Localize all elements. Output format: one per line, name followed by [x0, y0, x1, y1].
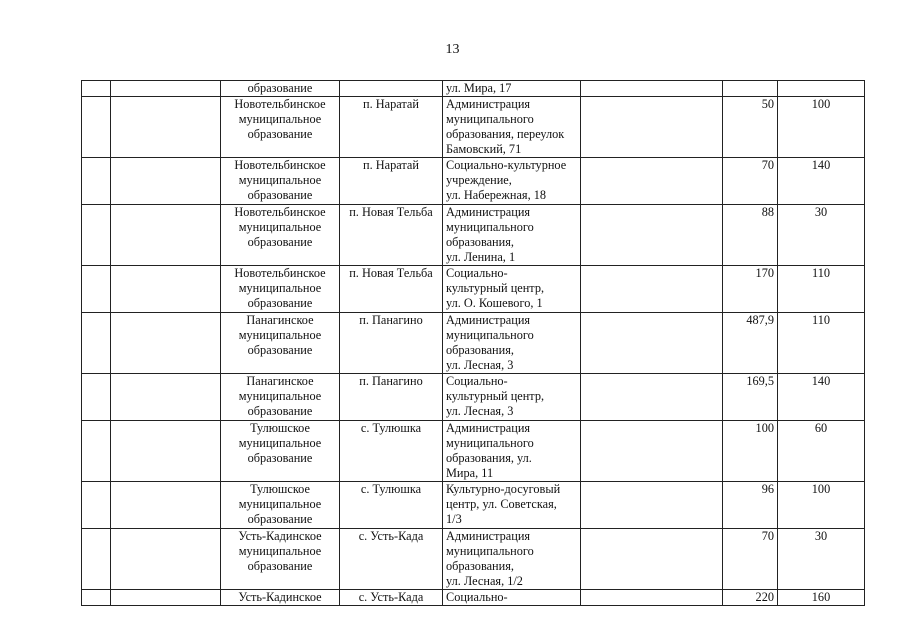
cell-organization: Новотельбинское муниципальное образование [221, 158, 340, 205]
cell-blank [581, 266, 723, 313]
cell-blank [111, 205, 221, 266]
cell-value-2: 160 [778, 590, 865, 606]
cell-value-1: 50 [723, 97, 778, 158]
table-row [82, 81, 865, 97]
table-row [82, 529, 865, 590]
cell-value-2: 100 [778, 97, 865, 158]
cell-blank [581, 421, 723, 482]
cell-blank [111, 374, 221, 421]
cell-settlement: п. Новая Тельба [340, 205, 443, 266]
cell-organization: Панагинское муниципальное образование [221, 313, 340, 374]
cell-address: Социально- [443, 590, 581, 606]
cell-value-1 [723, 81, 778, 97]
cell-address: Социально- культурный центр, ул. О. Кошевого, 1 [443, 266, 581, 313]
cell-number [82, 482, 111, 529]
cell-address: Социально- культурный центр, ул. Лесная, 3 [443, 374, 581, 421]
cell-number [82, 590, 111, 606]
cell-number [82, 313, 111, 374]
cell-value-2: 140 [778, 374, 865, 421]
table-row [82, 313, 865, 374]
cell-value-2: 30 [778, 205, 865, 266]
cell-blank [111, 158, 221, 205]
cell-address: Администрация муниципального образования, переулок Бамовский, 71 [443, 97, 581, 158]
cell-settlement: с. Тулюшка [340, 421, 443, 482]
cell-address: Администрация муниципального образования, ул. Лесная, 3 [443, 313, 581, 374]
cell-address: Администрация муниципального образования, ул. Мира, 11 [443, 421, 581, 482]
cell-blank [581, 97, 723, 158]
table-row [82, 482, 865, 529]
cell-number [82, 158, 111, 205]
cell-organization: Тулюшское муниципальное образование [221, 482, 340, 529]
cell-value-1: 96 [723, 482, 778, 529]
cell-blank [581, 205, 723, 266]
cell-value-1: 88 [723, 205, 778, 266]
cell-address: ул. Мира, 17 [443, 81, 581, 97]
table-row [82, 205, 865, 266]
cell-number [82, 266, 111, 313]
cell-settlement: п. Наратай [340, 158, 443, 205]
cell-blank [581, 158, 723, 205]
cell-organization: Новотельбинское муниципальное образование [221, 266, 340, 313]
cell-address: Культурно-досуговый центр, ул. Советская, 1/3 [443, 482, 581, 529]
cell-settlement: п. Новая Тельба [340, 266, 443, 313]
cell-blank [111, 97, 221, 158]
cell-organization: Усть-Кадинское [221, 590, 340, 606]
cell-settlement: с. Усть-Када [340, 590, 443, 606]
cell-blank [581, 374, 723, 421]
cell-blank [581, 529, 723, 590]
cell-number [82, 205, 111, 266]
cell-blank [111, 590, 221, 606]
cell-organization: Новотельбинское муниципальное образование [221, 205, 340, 266]
cell-settlement: с. Усть-Када [340, 529, 443, 590]
cell-settlement [340, 81, 443, 97]
cell-value-1: 220 [723, 590, 778, 606]
table-row [82, 158, 865, 205]
cell-blank [111, 529, 221, 590]
table-row [82, 266, 865, 313]
cell-blank [111, 313, 221, 374]
cell-number [82, 421, 111, 482]
cell-address: Администрация муниципального образования, ул. Лесная, 1/2 [443, 529, 581, 590]
page-number: 13 [445, 42, 460, 57]
cell-value-2: 140 [778, 158, 865, 205]
cell-value-1: 70 [723, 529, 778, 590]
cell-blank [581, 590, 723, 606]
cell-settlement: п. Панагино [340, 313, 443, 374]
cell-organization: Усть-Кадинское муниципальное образование [221, 529, 340, 590]
cell-blank [111, 266, 221, 313]
cell-organization: образование [221, 81, 340, 97]
cell-number [82, 97, 111, 158]
cell-value-2: 30 [778, 529, 865, 590]
cell-blank [111, 81, 221, 97]
cell-value-1: 100 [723, 421, 778, 482]
cell-organization: Тулюшское муниципальное образование [221, 421, 340, 482]
cell-number [82, 374, 111, 421]
cell-number [82, 81, 111, 97]
cell-value-1: 70 [723, 158, 778, 205]
cell-settlement: п. Наратай [340, 97, 443, 158]
table-row [82, 97, 865, 158]
cell-organization: Панагинское муниципальное образование [221, 374, 340, 421]
table-row [82, 374, 865, 421]
cell-value-1: 169,5 [723, 374, 778, 421]
cell-value-1: 487,9 [723, 313, 778, 374]
table-row [82, 590, 865, 606]
cell-address: Социально-культурное учреждение, ул. Набережная, 18 [443, 158, 581, 205]
cell-settlement: п. Панагино [340, 374, 443, 421]
cell-value-2: 60 [778, 421, 865, 482]
cell-blank [111, 482, 221, 529]
cell-number [82, 529, 111, 590]
cell-blank [581, 81, 723, 97]
document-table [81, 80, 865, 606]
cell-value-2 [778, 81, 865, 97]
table-row [82, 421, 865, 482]
cell-value-1: 170 [723, 266, 778, 313]
cell-value-2: 110 [778, 266, 865, 313]
cell-blank [581, 313, 723, 374]
cell-blank [581, 482, 723, 529]
cell-organization: Новотельбинское муниципальное образование [221, 97, 340, 158]
cell-value-2: 100 [778, 482, 865, 529]
cell-blank [111, 421, 221, 482]
cell-value-2: 110 [778, 313, 865, 374]
cell-settlement: с. Тулюшка [340, 482, 443, 529]
cell-address: Администрация муниципального образования, ул. Ленина, 1 [443, 205, 581, 266]
